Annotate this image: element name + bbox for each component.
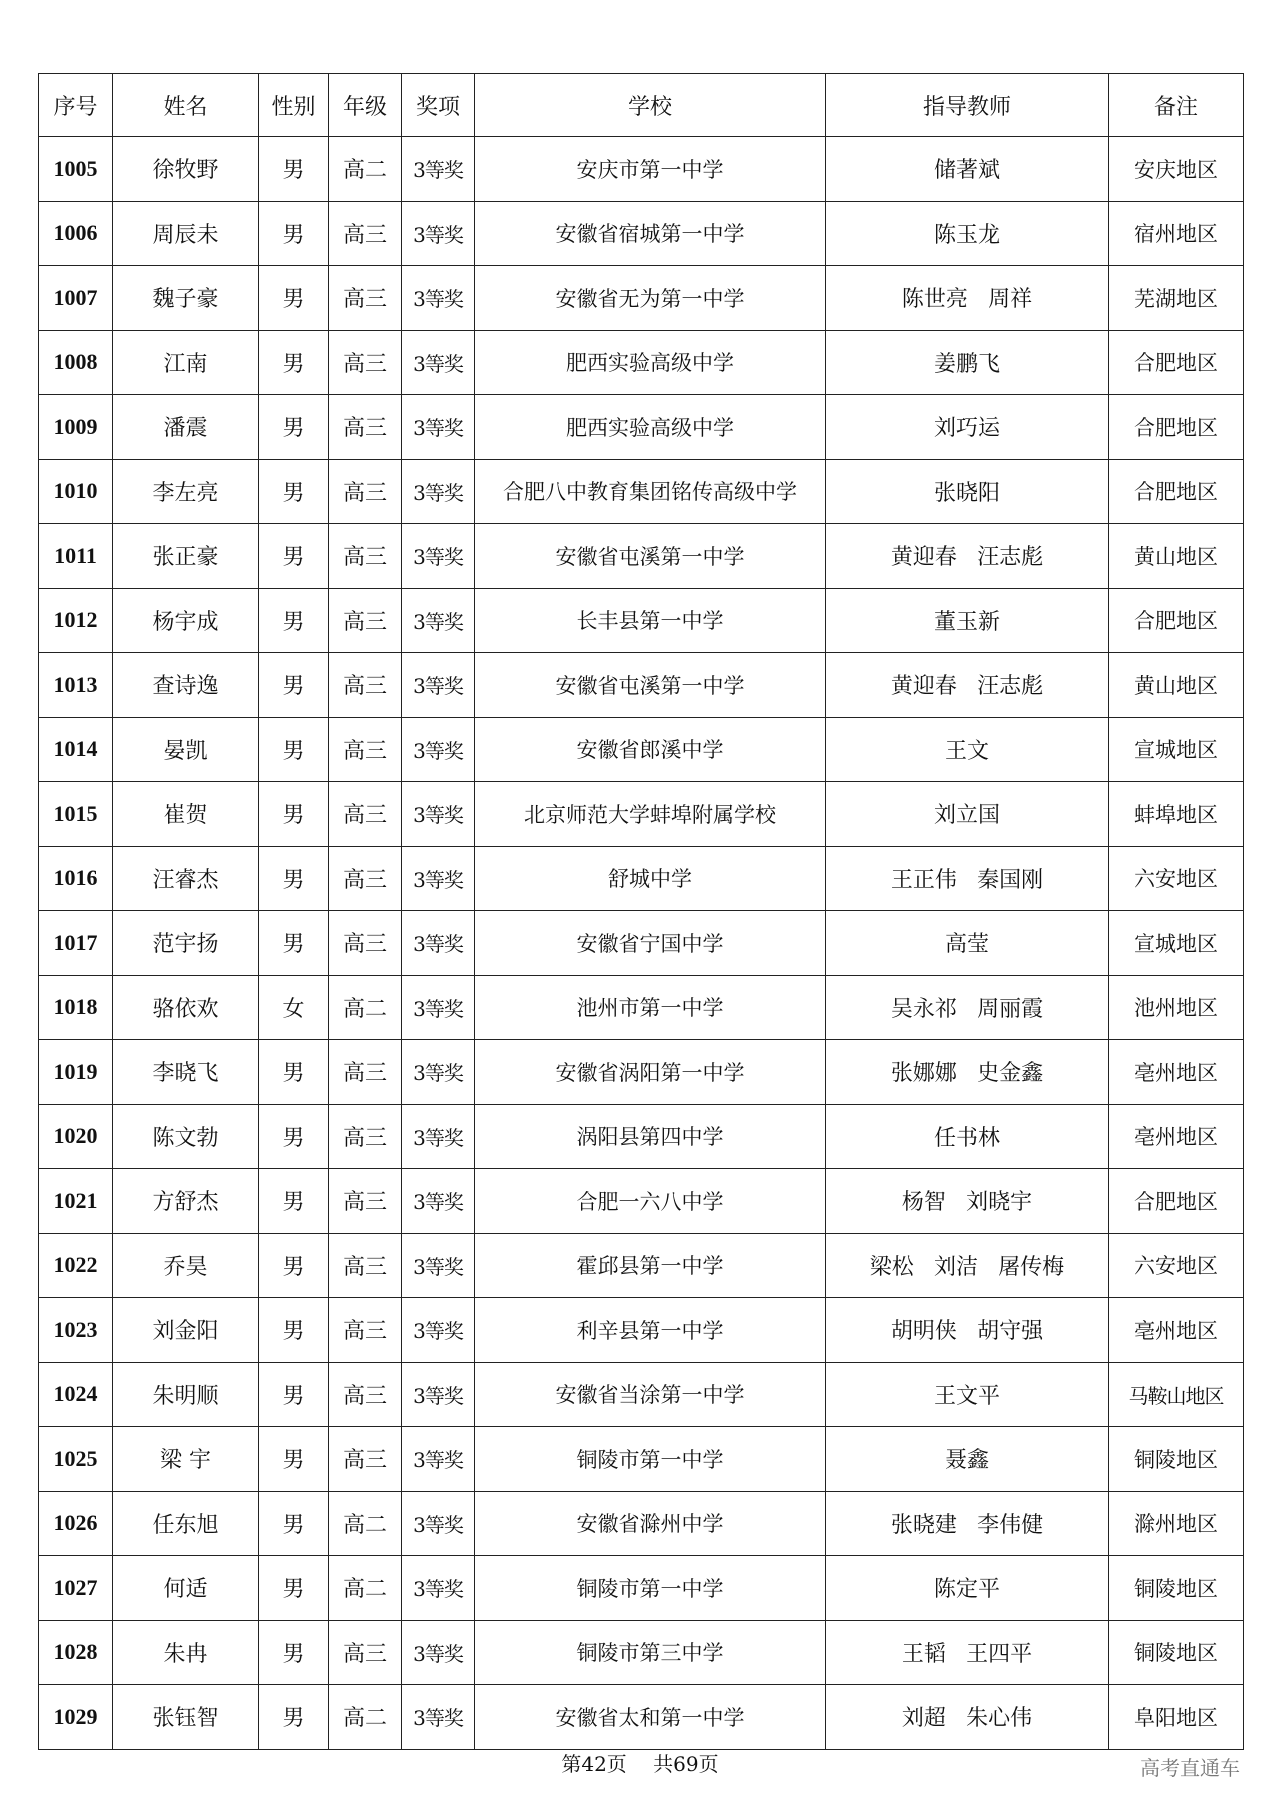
cell-grade: 高三	[329, 1104, 402, 1169]
cell-school: 利辛县第一中学	[475, 1298, 826, 1363]
cell-note: 宿州地区	[1109, 201, 1244, 266]
cell-grade: 高三	[329, 524, 402, 589]
cell-school: 安徽省宁国中学	[475, 911, 826, 976]
cell-award: 3等奖	[402, 266, 475, 331]
cell-teacher: 张晓阳	[826, 459, 1109, 524]
cell-gender: 男	[259, 330, 329, 395]
page-total: 共69页	[653, 1752, 719, 1776]
cell-note: 亳州地区	[1109, 1298, 1244, 1363]
cell-no: 1023	[39, 1298, 113, 1363]
cell-teacher: 吴永祁 周丽霞	[826, 975, 1109, 1040]
header-cell-award: 奖项	[402, 74, 475, 137]
cell-name: 乔昊	[113, 1233, 259, 1298]
cell-grade: 高三	[329, 1169, 402, 1234]
cell-no: 1014	[39, 717, 113, 782]
table-row	[39, 1620, 1244, 1685]
cell-grade: 高三	[329, 911, 402, 976]
cell-gender: 男	[259, 1685, 329, 1750]
cell-name: 晏凯	[113, 717, 259, 782]
cell-note: 安庆地区	[1109, 137, 1244, 202]
cell-gender: 男	[259, 1427, 329, 1492]
header-cell-grade: 年级	[329, 74, 402, 137]
table-row	[39, 1427, 1244, 1492]
cell-gender: 男	[259, 137, 329, 202]
cell-teacher: 杨智 刘晓宇	[826, 1169, 1109, 1234]
cell-gender: 男	[259, 524, 329, 589]
cell-no: 1011	[39, 524, 113, 589]
watermark-text: 高考直通车	[1140, 1756, 1240, 1780]
table-row	[39, 911, 1244, 976]
cell-note: 滁州地区	[1109, 1491, 1244, 1556]
cell-grade: 高三	[329, 653, 402, 718]
cell-no: 1020	[39, 1104, 113, 1169]
table-row	[39, 782, 1244, 847]
cell-no: 1024	[39, 1362, 113, 1427]
cell-school: 安徽省屯溪第一中学	[475, 653, 826, 718]
table-row	[39, 330, 1244, 395]
cell-name: 任东旭	[113, 1491, 259, 1556]
cell-school: 长丰县第一中学	[475, 588, 826, 653]
table-row	[39, 395, 1244, 460]
cell-teacher: 董玉新	[826, 588, 1109, 653]
cell-no: 1018	[39, 975, 113, 1040]
table-body	[39, 137, 1244, 1750]
table-row	[39, 975, 1244, 1040]
table-row	[39, 588, 1244, 653]
cell-teacher: 黄迎春 汪志彪	[826, 653, 1109, 718]
cell-no: 1028	[39, 1620, 113, 1685]
cell-school: 肥西实验高级中学	[475, 330, 826, 395]
cell-award: 3等奖	[402, 1169, 475, 1234]
cell-grade: 高三	[329, 1362, 402, 1427]
cell-no: 1021	[39, 1169, 113, 1234]
cell-note: 亳州地区	[1109, 1104, 1244, 1169]
table-row	[39, 1685, 1244, 1750]
cell-teacher: 刘立国	[826, 782, 1109, 847]
cell-school: 舒城中学	[475, 846, 826, 911]
cell-school: 安庆市第一中学	[475, 137, 826, 202]
cell-note: 池州地区	[1109, 975, 1244, 1040]
cell-note: 宣城地区	[1109, 911, 1244, 976]
cell-name: 刘金阳	[113, 1298, 259, 1363]
cell-gender: 男	[259, 1104, 329, 1169]
cell-award: 3等奖	[402, 1040, 475, 1105]
cell-grade: 高三	[329, 1427, 402, 1492]
cell-note: 芜湖地区	[1109, 266, 1244, 331]
cell-school: 安徽省屯溪第一中学	[475, 524, 826, 589]
cell-school: 铜陵市第三中学	[475, 1620, 826, 1685]
table-row	[39, 1491, 1244, 1556]
cell-school: 北京师范大学蚌埠附属学校	[475, 782, 826, 847]
cell-note: 六安地区	[1109, 846, 1244, 911]
page-footer	[0, 1748, 1280, 1777]
cell-award: 3等奖	[402, 137, 475, 202]
cell-teacher: 陈玉龙	[826, 201, 1109, 266]
cell-gender: 男	[259, 459, 329, 524]
cell-note: 马鞍山地区	[1109, 1362, 1244, 1427]
cell-note: 黄山地区	[1109, 653, 1244, 718]
cell-award: 3等奖	[402, 1233, 475, 1298]
cell-name: 江南	[113, 330, 259, 395]
cell-award: 3等奖	[402, 588, 475, 653]
cell-school: 肥西实验高级中学	[475, 395, 826, 460]
cell-teacher: 任书林	[826, 1104, 1109, 1169]
header-cell-teacher: 指导教师	[826, 74, 1109, 137]
cell-name: 骆依欢	[113, 975, 259, 1040]
cell-school: 铜陵市第一中学	[475, 1427, 826, 1492]
cell-gender: 男	[259, 717, 329, 782]
cell-grade: 高三	[329, 846, 402, 911]
table-row	[39, 717, 1244, 782]
cell-teacher: 黄迎春 汪志彪	[826, 524, 1109, 589]
cell-school: 涡阳县第四中学	[475, 1104, 826, 1169]
cell-no: 1009	[39, 395, 113, 460]
cell-gender: 男	[259, 1298, 329, 1363]
cell-note: 蚌埠地区	[1109, 782, 1244, 847]
cell-teacher: 陈世亮 周祥	[826, 266, 1109, 331]
cell-no: 1007	[39, 266, 113, 331]
cell-no: 1022	[39, 1233, 113, 1298]
cell-name: 魏子豪	[113, 266, 259, 331]
table-header	[39, 74, 1244, 137]
cell-note: 铜陵地区	[1109, 1427, 1244, 1492]
cell-gender: 男	[259, 588, 329, 653]
cell-name: 张钰智	[113, 1685, 259, 1750]
cell-note: 黄山地区	[1109, 524, 1244, 589]
cell-award: 3等奖	[402, 1104, 475, 1169]
cell-note: 六安地区	[1109, 1233, 1244, 1298]
header-cell-note: 备注	[1109, 74, 1244, 137]
cell-award: 3等奖	[402, 201, 475, 266]
cell-school: 安徽省滁州中学	[475, 1491, 826, 1556]
cell-teacher: 梁松 刘洁 屠传梅	[826, 1233, 1109, 1298]
cell-grade: 高二	[329, 1491, 402, 1556]
cell-name: 汪睿杰	[113, 846, 259, 911]
cell-grade: 高三	[329, 782, 402, 847]
cell-award: 3等奖	[402, 1362, 475, 1427]
cell-gender: 男	[259, 201, 329, 266]
cell-name: 方舒杰	[113, 1169, 259, 1234]
cell-teacher: 刘超 朱心伟	[826, 1685, 1109, 1750]
cell-school: 霍邱县第一中学	[475, 1233, 826, 1298]
cell-note: 宣城地区	[1109, 717, 1244, 782]
cell-teacher: 张娜娜 史金鑫	[826, 1040, 1109, 1105]
cell-note: 铜陵地区	[1109, 1556, 1244, 1621]
cell-award: 3等奖	[402, 1620, 475, 1685]
cell-name: 张正豪	[113, 524, 259, 589]
cell-no: 1016	[39, 846, 113, 911]
cell-grade: 高三	[329, 330, 402, 395]
cell-school: 池州市第一中学	[475, 975, 826, 1040]
cell-grade: 高二	[329, 137, 402, 202]
cell-gender: 男	[259, 266, 329, 331]
cell-grade: 高二	[329, 1556, 402, 1621]
cell-gender: 男	[259, 1169, 329, 1234]
cell-no: 1029	[39, 1685, 113, 1750]
cell-teacher: 高莹	[826, 911, 1109, 976]
award-table	[38, 73, 1244, 1750]
cell-name: 陈文勃	[113, 1104, 259, 1169]
cell-gender: 男	[259, 1620, 329, 1685]
cell-grade: 高三	[329, 395, 402, 460]
cell-award: 3等奖	[402, 911, 475, 976]
cell-name: 李晓飞	[113, 1040, 259, 1105]
cell-grade: 高三	[329, 588, 402, 653]
cell-note: 合肥地区	[1109, 395, 1244, 460]
cell-name: 何适	[113, 1556, 259, 1621]
cell-award: 3等奖	[402, 1556, 475, 1621]
cell-grade: 高三	[329, 1040, 402, 1105]
table-row	[39, 137, 1244, 202]
table-row	[39, 1040, 1244, 1105]
cell-note: 铜陵地区	[1109, 1620, 1244, 1685]
cell-gender: 男	[259, 395, 329, 460]
cell-school: 安徽省太和第一中学	[475, 1685, 826, 1750]
cell-name: 崔贺	[113, 782, 259, 847]
table-row	[39, 459, 1244, 524]
table-row	[39, 1169, 1244, 1234]
cell-no: 1015	[39, 782, 113, 847]
cell-school: 铜陵市第一中学	[475, 1556, 826, 1621]
cell-teacher: 储著斌	[826, 137, 1109, 202]
table-row	[39, 1104, 1244, 1169]
cell-teacher: 王文	[826, 717, 1109, 782]
table-row	[39, 653, 1244, 718]
header-cell-name: 姓名	[113, 74, 259, 137]
cell-gender: 男	[259, 911, 329, 976]
cell-note: 合肥地区	[1109, 1169, 1244, 1234]
cell-name: 周辰未	[113, 201, 259, 266]
cell-teacher: 胡明侠 胡守强	[826, 1298, 1109, 1363]
cell-award: 3等奖	[402, 330, 475, 395]
cell-name: 朱明顺	[113, 1362, 259, 1427]
table-row	[39, 1556, 1244, 1621]
cell-school: 安徽省无为第一中学	[475, 266, 826, 331]
cell-no: 1005	[39, 137, 113, 202]
cell-gender: 男	[259, 1040, 329, 1105]
cell-award: 3等奖	[402, 782, 475, 847]
cell-school: 安徽省涡阳第一中学	[475, 1040, 826, 1105]
cell-award: 3等奖	[402, 975, 475, 1040]
cell-school: 安徽省宿城第一中学	[475, 201, 826, 266]
header-cell-school: 学校	[475, 74, 826, 137]
cell-teacher: 王正伟 秦国刚	[826, 846, 1109, 911]
cell-note: 阜阳地区	[1109, 1685, 1244, 1750]
cell-award: 3等奖	[402, 1298, 475, 1363]
cell-award: 3等奖	[402, 846, 475, 911]
cell-name: 杨宇成	[113, 588, 259, 653]
table-row	[39, 266, 1244, 331]
cell-award: 3等奖	[402, 1427, 475, 1492]
cell-no: 1008	[39, 330, 113, 395]
cell-teacher: 陈定平	[826, 1556, 1109, 1621]
cell-grade: 高三	[329, 201, 402, 266]
table-row	[39, 1233, 1244, 1298]
cell-no: 1012	[39, 588, 113, 653]
page-number: 第42页	[561, 1752, 627, 1776]
cell-teacher: 刘巧运	[826, 395, 1109, 460]
cell-gender: 男	[259, 1491, 329, 1556]
cell-grade: 高三	[329, 459, 402, 524]
cell-name: 查诗逸	[113, 653, 259, 718]
table-row	[39, 524, 1244, 589]
cell-gender: 男	[259, 1362, 329, 1427]
cell-grade: 高三	[329, 717, 402, 782]
cell-school: 合肥八中教育集团铭传高级中学	[475, 459, 826, 524]
cell-gender: 女	[259, 975, 329, 1040]
cell-note: 合肥地区	[1109, 588, 1244, 653]
header-cell-no: 序号	[39, 74, 113, 137]
cell-name: 梁 宇	[113, 1427, 259, 1492]
cell-grade: 高三	[329, 1233, 402, 1298]
cell-note: 合肥地区	[1109, 459, 1244, 524]
cell-grade: 高三	[329, 1298, 402, 1363]
cell-no: 1027	[39, 1556, 113, 1621]
cell-no: 1019	[39, 1040, 113, 1105]
cell-no: 1010	[39, 459, 113, 524]
cell-award: 3等奖	[402, 717, 475, 782]
cell-no: 1026	[39, 1491, 113, 1556]
cell-award: 3等奖	[402, 653, 475, 718]
cell-gender: 男	[259, 1233, 329, 1298]
cell-gender: 男	[259, 846, 329, 911]
table-row	[39, 846, 1244, 911]
cell-school: 合肥一六八中学	[475, 1169, 826, 1234]
table-row	[39, 201, 1244, 266]
cell-grade: 高三	[329, 266, 402, 331]
cell-note: 亳州地区	[1109, 1040, 1244, 1105]
header-row	[39, 74, 1244, 137]
cell-gender: 男	[259, 653, 329, 718]
cell-grade: 高二	[329, 975, 402, 1040]
cell-teacher: 王韬 王四平	[826, 1620, 1109, 1685]
cell-no: 1025	[39, 1427, 113, 1492]
header-cell-gender: 性别	[259, 74, 329, 137]
cell-no: 1006	[39, 201, 113, 266]
cell-name: 潘震	[113, 395, 259, 460]
cell-name: 朱冉	[113, 1620, 259, 1685]
cell-name: 徐牧野	[113, 137, 259, 202]
cell-no: 1017	[39, 911, 113, 976]
cell-gender: 男	[259, 1556, 329, 1621]
cell-teacher: 张晓建 李伟健	[826, 1491, 1109, 1556]
cell-school: 安徽省当涂第一中学	[475, 1362, 826, 1427]
cell-name: 李左亮	[113, 459, 259, 524]
cell-gender: 男	[259, 782, 329, 847]
cell-award: 3等奖	[402, 395, 475, 460]
cell-no: 1013	[39, 653, 113, 718]
cell-teacher: 姜鹏飞	[826, 330, 1109, 395]
cell-name: 范宇扬	[113, 911, 259, 976]
table-row	[39, 1298, 1244, 1363]
cell-school: 安徽省郎溪中学	[475, 717, 826, 782]
cell-award: 3等奖	[402, 1685, 475, 1750]
cell-teacher: 聂鑫	[826, 1427, 1109, 1492]
cell-grade: 高三	[329, 1620, 402, 1685]
cell-note: 合肥地区	[1109, 330, 1244, 395]
cell-teacher: 王文平	[826, 1362, 1109, 1427]
cell-grade: 高二	[329, 1685, 402, 1750]
cell-award: 3等奖	[402, 524, 475, 589]
table-row	[39, 1362, 1244, 1427]
cell-award: 3等奖	[402, 459, 475, 524]
cell-award: 3等奖	[402, 1491, 475, 1556]
